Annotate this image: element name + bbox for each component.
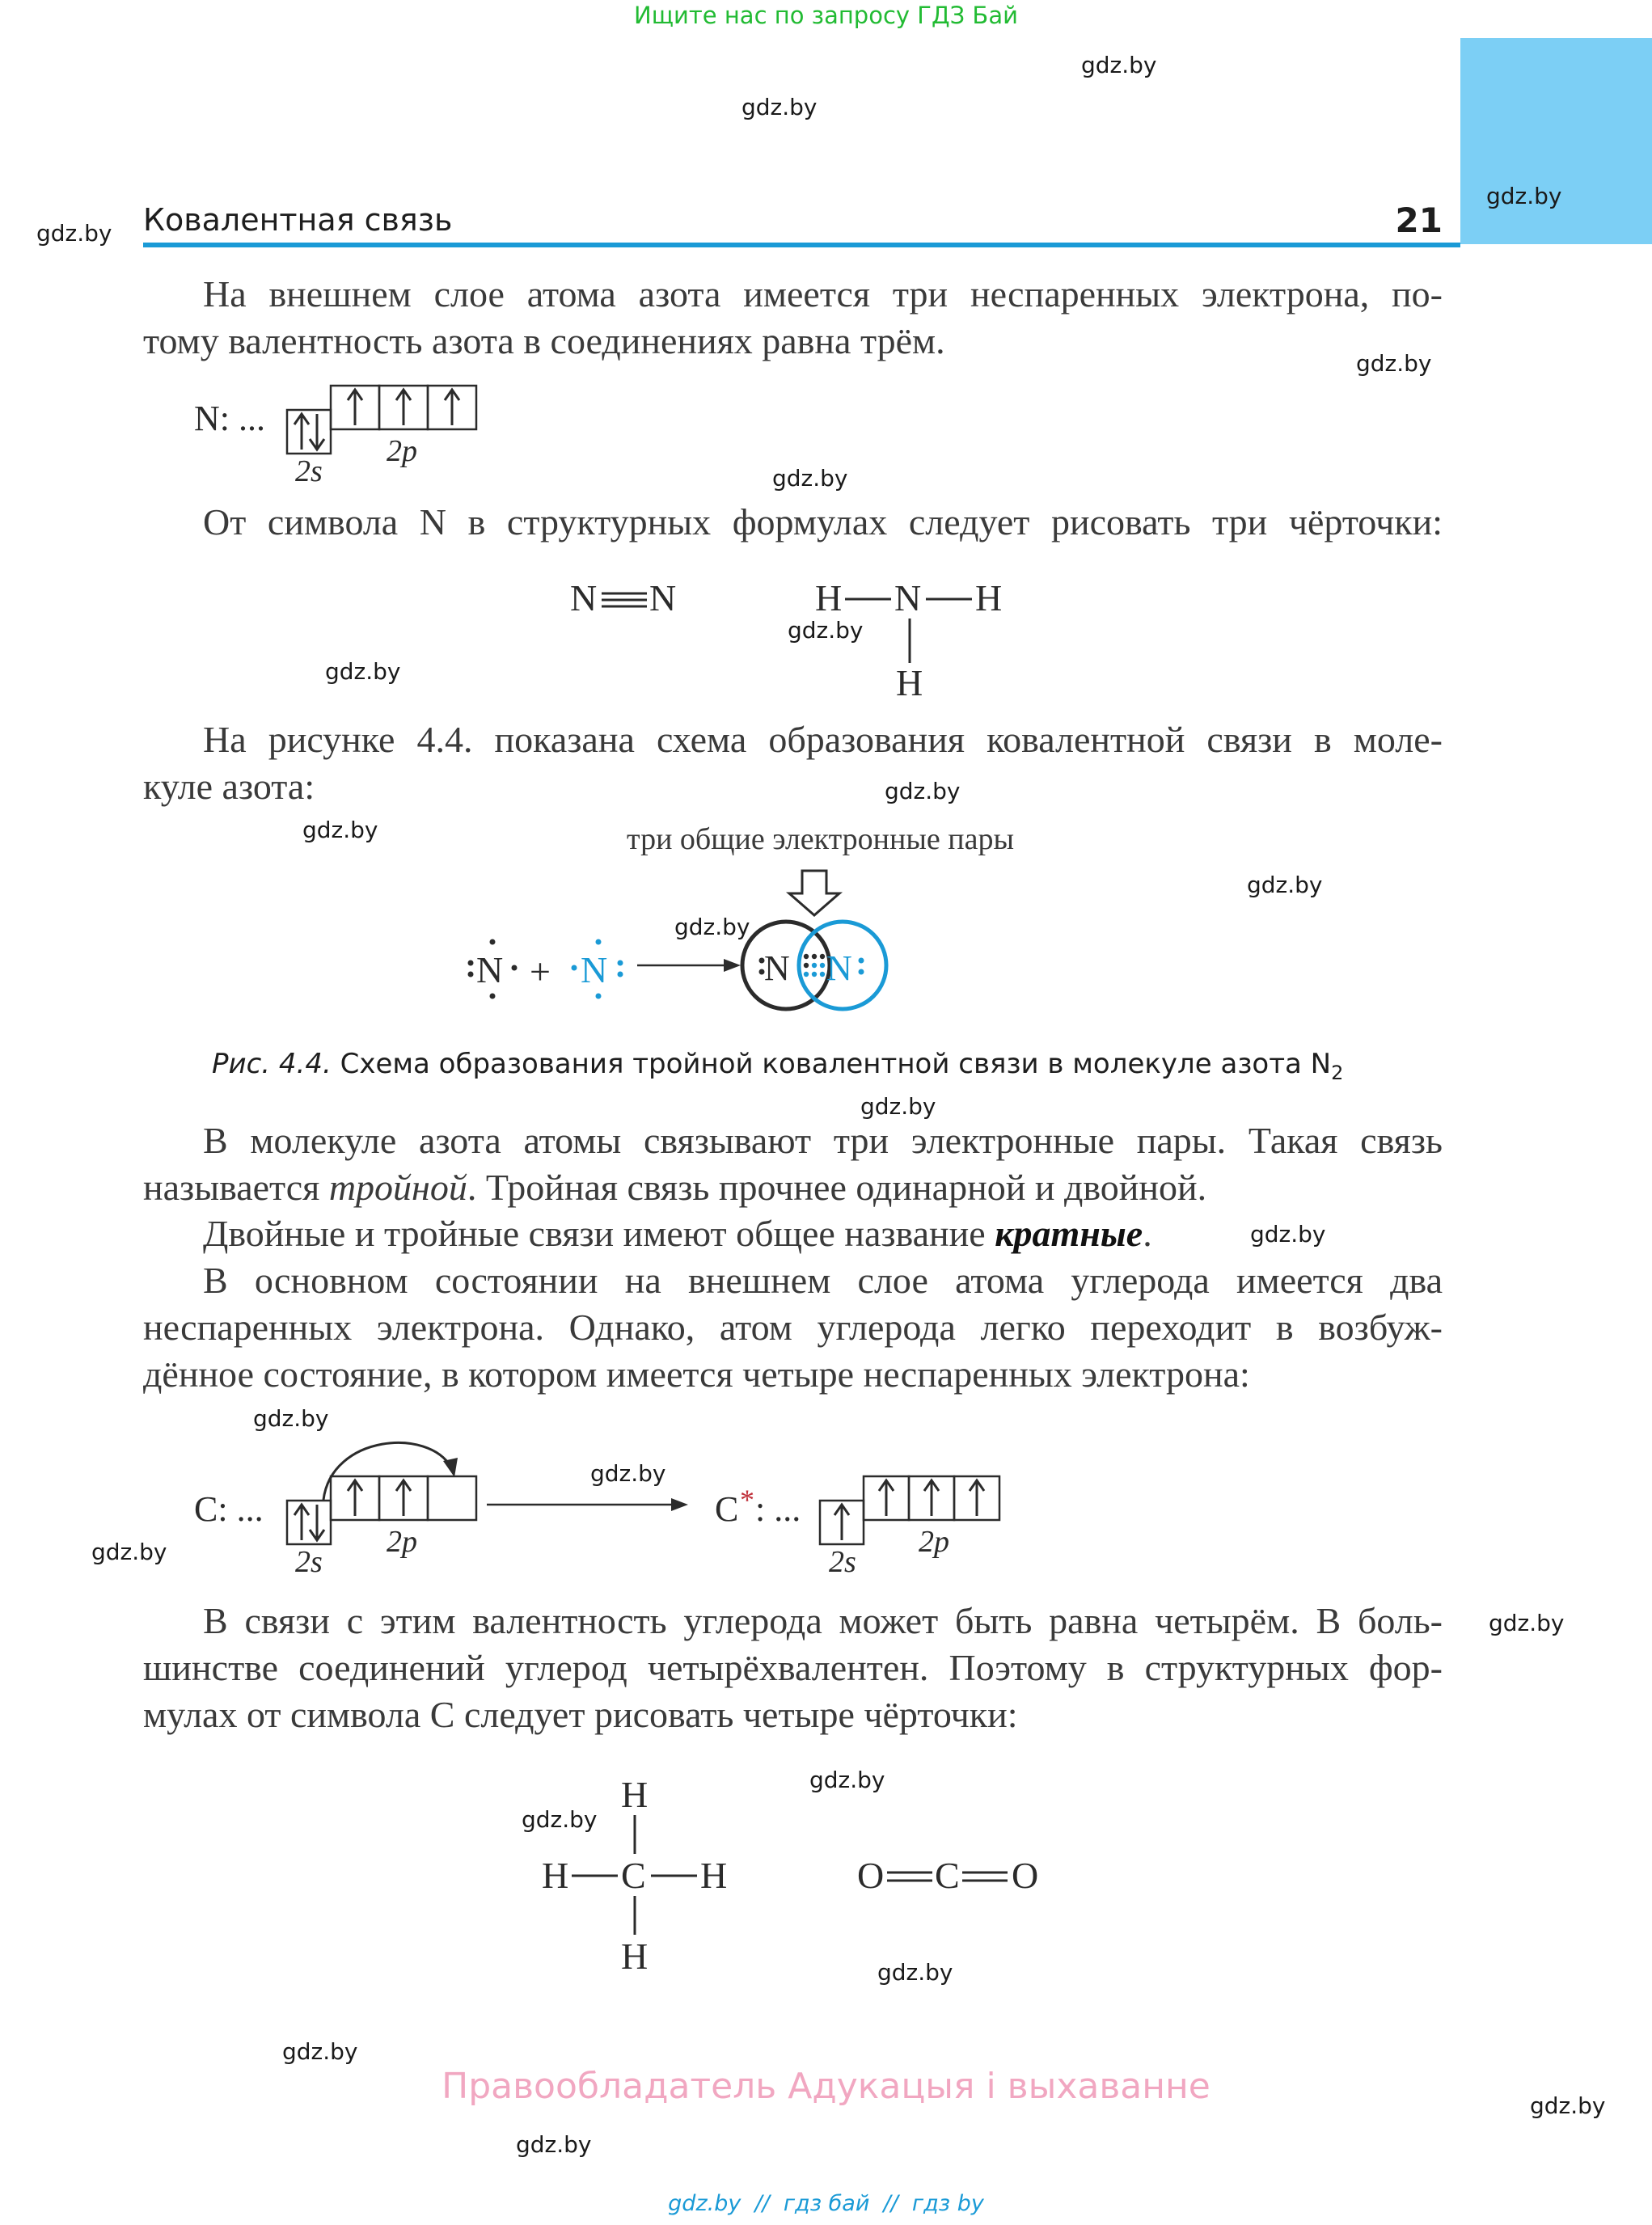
ch4-structural-formula (534, 1767, 744, 1977)
watermark: gdz.by (1530, 2092, 1606, 2119)
text-line: В основном состоянии на внешнем слое атома углерода имеется два (203, 1260, 1443, 1301)
right-nitrogen-atom: N (581, 949, 608, 990)
watermark: gdz.by (772, 465, 848, 492)
figure-caption-subscript: 2 (1331, 1061, 1344, 1084)
copyright-holder: Правообладатель Адукацыя і выхаванне (442, 2066, 1210, 2107)
top-banner: Ищите нас по запросу ГДЗ Бай (634, 2, 1018, 29)
co2-c-center: C (935, 1855, 960, 1896)
watermark: gdz.by (282, 2038, 358, 2065)
co2-o-right: O (1012, 1855, 1039, 1896)
text-line: От символа N в структурных формулах следует рисовать три чёрточки: (203, 501, 1443, 543)
watermark: gdz.by (885, 778, 961, 804)
watermark: gdz.by (1486, 183, 1562, 209)
page-number: 21 (1395, 201, 1443, 240)
text-line: дённое состояние, в котором имеется четыре неспаренных электрона: (143, 1353, 1250, 1395)
ch4-h-left: H (542, 1855, 569, 1896)
figure-label: Рис. 4.4. (212, 1048, 332, 1080)
paragraph-carbon-tetravalent (143, 1598, 1443, 1738)
text-line (143, 1164, 1443, 1211)
term-triple: тройной (328, 1167, 467, 1208)
paragraph-triple-bond (143, 1117, 1443, 1211)
c-excited-suffix: : ... (755, 1489, 801, 1529)
watermark: gdz.by (36, 220, 112, 247)
bonded-left-nitrogen: N (764, 948, 790, 988)
watermark: gdz.by (1081, 52, 1157, 78)
c-2p-label: 2p (387, 1525, 417, 1559)
c-excited-symbol: C (715, 1489, 739, 1529)
watermark: gdz.by (741, 94, 818, 120)
nh3-h-bottom: H (896, 662, 923, 703)
paragraph-three-dashes (143, 499, 1443, 546)
paragraph-multiple-bonds (143, 1210, 1443, 1257)
text-line: В связи с этим валентность углерода может быть равна четырём. В боль- (203, 1600, 1443, 1641)
text-fragment: называется (143, 1167, 329, 1208)
text-line: мулах от символа C следует рисовать четыре чёрточки: (143, 1694, 1018, 1735)
c-2s-label: 2s (295, 1545, 323, 1579)
watermark: gdz.by (91, 1539, 167, 1565)
n-2s-label: 2s (295, 454, 323, 488)
text-line: На внешнем слое атома азота имеется три неспаренных электрона, по- (203, 273, 1443, 315)
co2-o-left: O (857, 1855, 885, 1896)
watermark: gdz.by (522, 1806, 598, 1833)
ch4-c-center: C (621, 1855, 646, 1896)
watermark: gdz.by (860, 1093, 936, 1120)
term-multiple: кратные (995, 1213, 1143, 1254)
ch4-h-bottom: H (621, 1936, 649, 1977)
c-excited-2p-label: 2p (919, 1525, 949, 1559)
paragraph-nitrogen-valence (143, 271, 1443, 365)
text-line: шинстве соединений углерод четырёхвалентен. Поэтому в структурных фор- (143, 1647, 1443, 1688)
watermark: gdz.by (788, 617, 864, 644)
ch4-h-right: H (700, 1855, 728, 1896)
watermark: gdz.by (1247, 872, 1323, 898)
watermark: gdz.by (1356, 350, 1432, 377)
electron-jump-arrow-icon (443, 1458, 458, 1477)
watermark: gdz.by (809, 1767, 885, 1793)
carbon-orbital-diagram (194, 1419, 1019, 1581)
n2-left-atom: N (570, 577, 598, 619)
n-config-symbol: N: ... (194, 399, 265, 438)
text-fragment: . Тройная связь прочнее одинарной и двойной. (467, 1167, 1207, 1208)
n-2p-label: 2p (387, 434, 417, 468)
watermark: gdz.by (516, 2131, 592, 2158)
header-title: Ковалентная связь (143, 202, 453, 238)
watermark: gdz.by (1489, 1610, 1565, 1636)
excited-star: * (740, 1484, 754, 1516)
text-line: куле азота: (143, 766, 315, 807)
paragraph-figure-reference (143, 716, 1443, 810)
text-line (143, 1210, 1443, 1257)
n2-right-atom: N (649, 577, 677, 619)
text-fragment: . (1143, 1213, 1152, 1254)
watermark: gdz.by (253, 1405, 329, 1432)
co2-structural-formula (853, 1847, 1055, 1904)
bonded-right-nitrogen: N (826, 948, 852, 988)
n2-structural-formula (566, 570, 687, 627)
text-fragment: Двойные и тройные связи имеют общее название (203, 1213, 995, 1254)
text-line: неспаренных электрона. Однако, атом углерода легко переходит в возбуж- (143, 1307, 1443, 1348)
plus-sign: + (530, 951, 551, 992)
watermark: gdz.by (877, 1959, 953, 1986)
nh3-h-left: H (815, 577, 843, 619)
c-excited-2s-label: 2s (829, 1545, 856, 1579)
text-line: На рисунке 4.4. показана схема образования ковалентной связи в моле- (203, 719, 1443, 760)
figure-caption (212, 1048, 1343, 1084)
figure-4-4-n2-bond-scheme (453, 813, 1067, 1023)
side-color-tab (1460, 38, 1652, 244)
left-nitrogen-atom: N (476, 949, 504, 990)
paragraph-carbon-excited (143, 1257, 1443, 1398)
nh3-n-center: N (894, 577, 922, 619)
figure-caption-text: Схема образования тройной ковалентной связи в молекуле азота N (331, 1048, 1332, 1080)
text-line: В молекуле азота атомы связывают три электронные пары. Такая связь (203, 1120, 1443, 1161)
c-config-symbol: C: ... (194, 1489, 264, 1529)
shared-pairs-annotation: три общие электронные пары (627, 822, 1014, 856)
nitrogen-orbital-diagram (194, 380, 485, 493)
excitation-arrow-icon (671, 1498, 688, 1511)
watermark: gdz.by (674, 914, 750, 940)
header-rule (143, 243, 1460, 247)
reaction-arrow-icon (724, 959, 741, 972)
ch4-h-top: H (621, 1774, 649, 1815)
watermark: gdz.by (590, 1460, 666, 1487)
watermark: gdz.by (302, 817, 378, 843)
bottom-links[interactable]: gdz.by // гдз бай // гдз by (668, 2191, 984, 2216)
watermark: gdz.by (325, 658, 401, 685)
watermark: gdz.by (1250, 1221, 1326, 1248)
text-line: тому валентность азота в соединениях равна трём. (143, 320, 945, 361)
nh3-h-right: H (975, 577, 1003, 619)
down-arrow-icon (789, 871, 839, 915)
